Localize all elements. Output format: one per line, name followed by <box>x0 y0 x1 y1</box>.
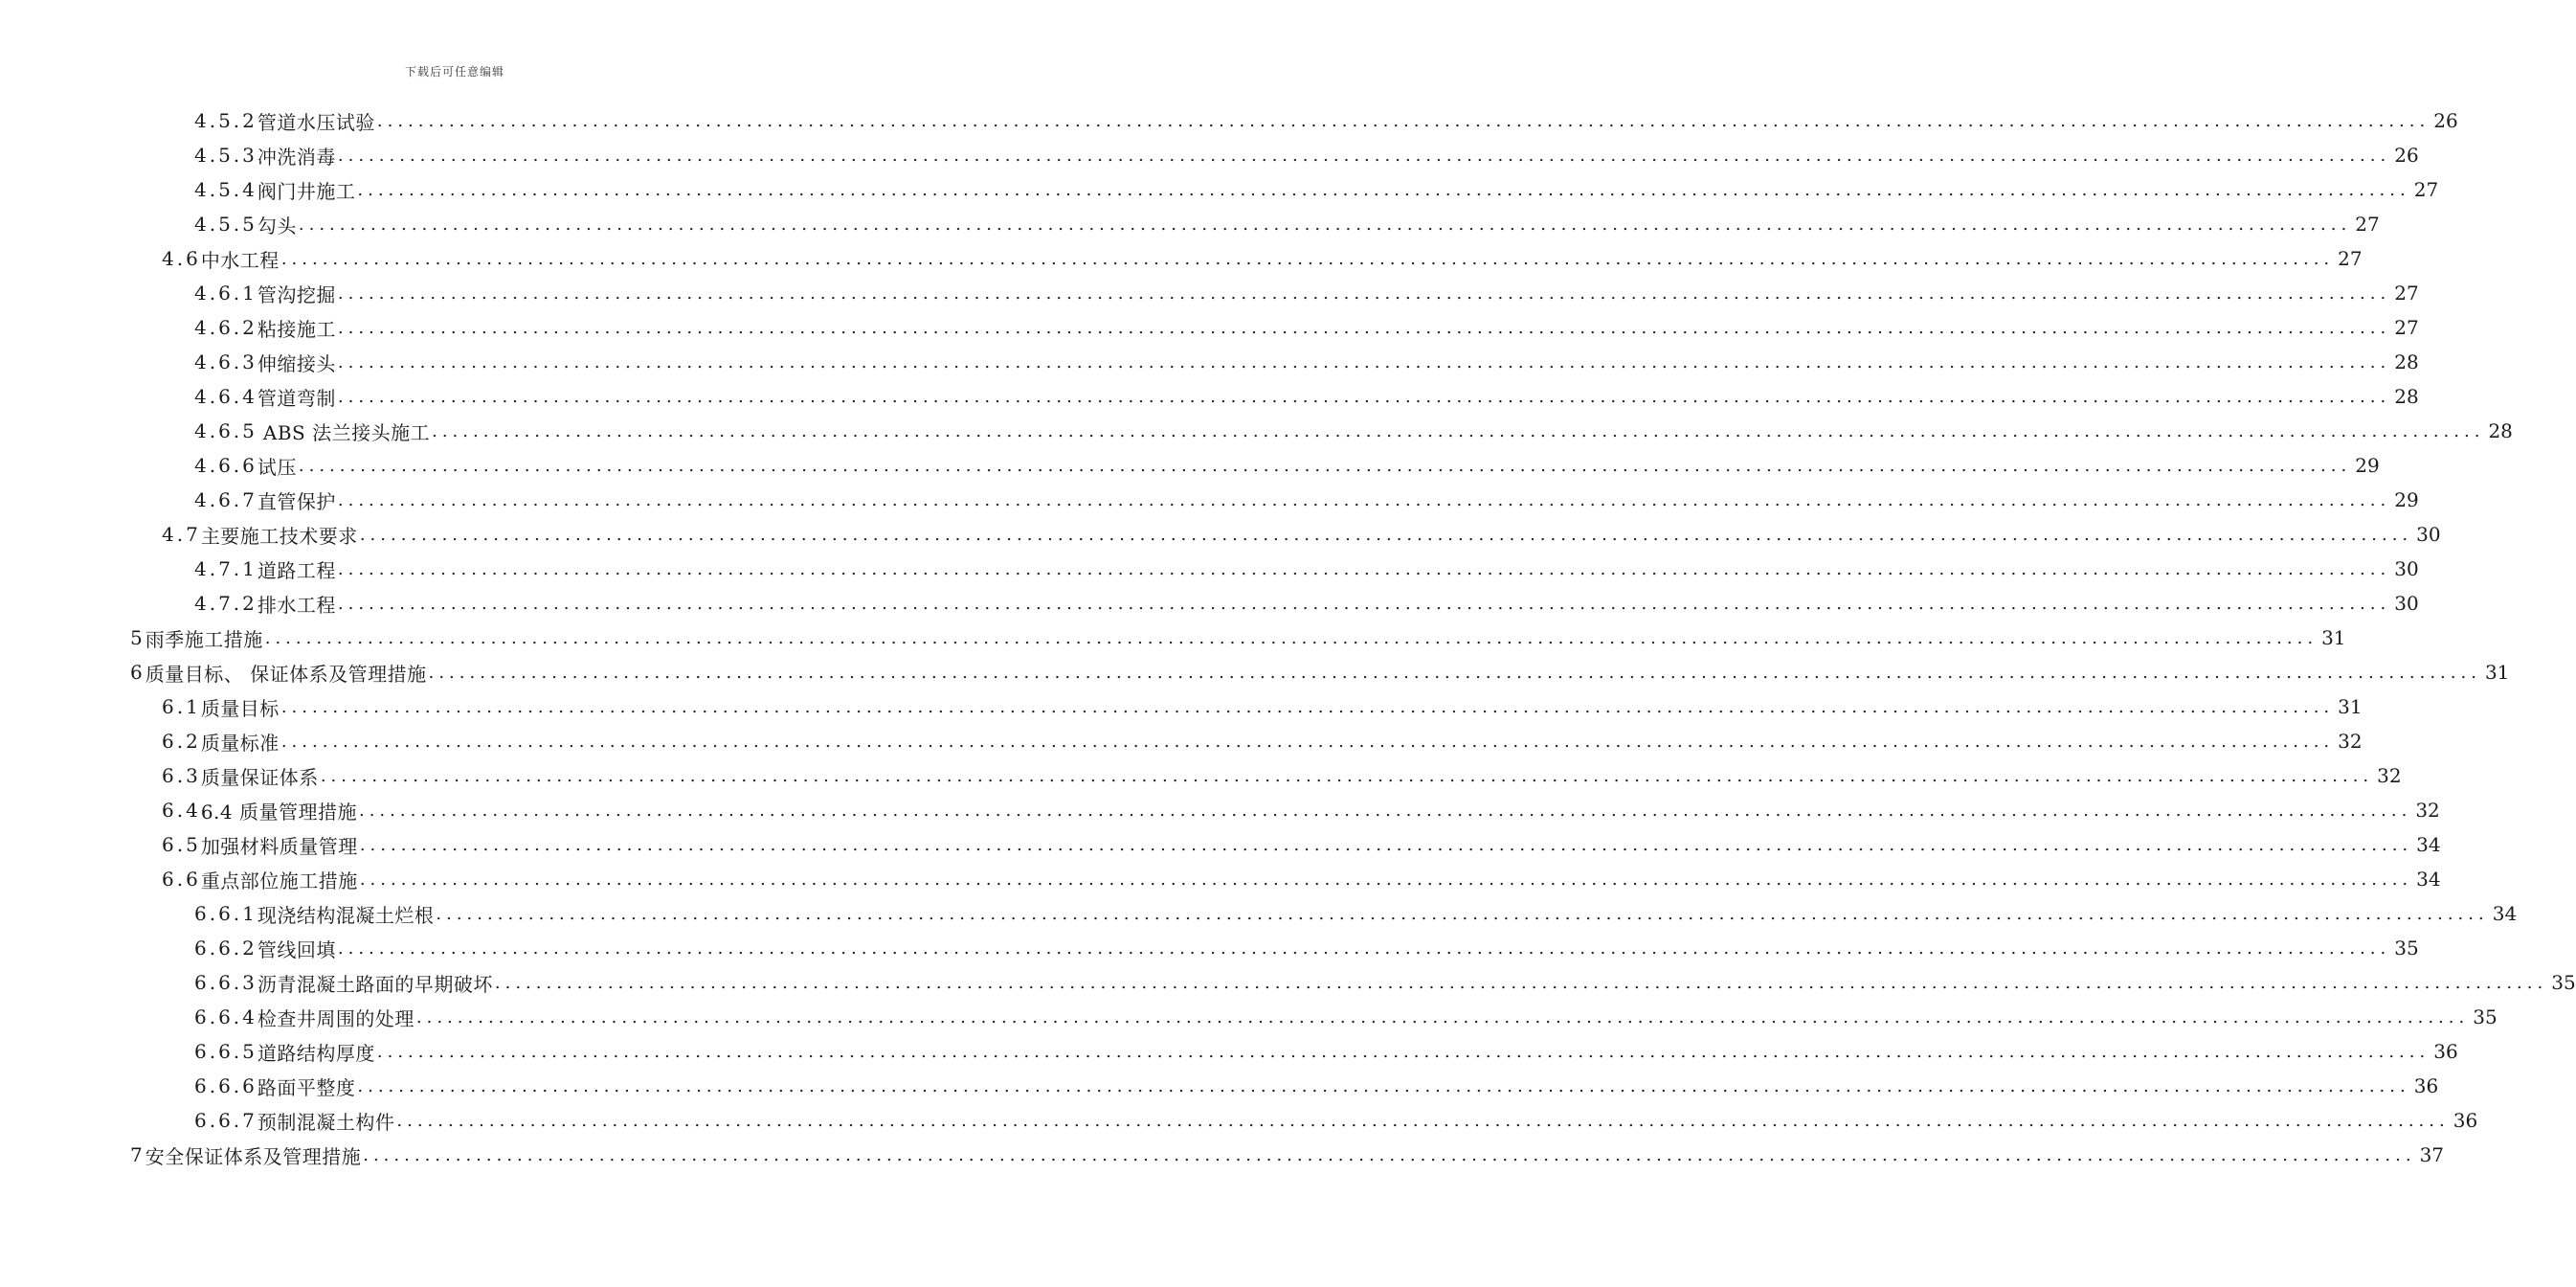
toc-entry-number: 4.6.5 <box>194 419 258 442</box>
toc-dot-leader: ........................................................................................................................................................................................................ <box>357 1075 2410 1096</box>
toc-dot-leader: ........................................................................................................................................................................................................ <box>337 145 2391 166</box>
toc-entry[interactable] <box>0 793 2440 827</box>
toc-entry-title: 阀门井施工 <box>257 179 356 203</box>
toc-entry-number: 6.6.7 <box>194 1109 258 1132</box>
toc-entry-number: 6.6.6 <box>194 1074 258 1097</box>
toc-dot-leader: ........................................................................................................................................................................................................ <box>415 1006 2470 1027</box>
toc-entry-page-number: 27 <box>2394 282 2419 305</box>
toc-entry[interactable] <box>0 483 2419 517</box>
toc-entry-page-number: 34 <box>2416 868 2441 891</box>
toc-entry-page-number: 31 <box>2484 661 2510 684</box>
toc-entry-page-number: 26 <box>2394 144 2419 167</box>
toc-entry[interactable] <box>0 724 2363 758</box>
toc-entry-number: 6.6.1 <box>194 902 258 925</box>
toc-dot-leader: ........................................................................................................................................................................................................ <box>359 869 2413 890</box>
toc-dot-leader: ........................................................................................................................................................................................................ <box>376 1041 2430 1062</box>
toc-entry-title: 管线回填 <box>257 937 336 961</box>
toc-entry-number: 5 <box>130 626 146 649</box>
toc-entry-page-number: 27 <box>2338 247 2363 270</box>
toc-entry-page-number: 32 <box>2377 764 2402 787</box>
toc-entry-title: 质量保证体系 <box>200 765 319 789</box>
toc-entry[interactable] <box>0 379 2419 414</box>
toc-dot-leader: ........................................................................................................................................................................................................ <box>264 627 2318 648</box>
toc-dot-leader: ........................................................................................................................................................................................................ <box>428 662 2481 683</box>
toc-dot-leader: ........................................................................................................................................................................................................ <box>494 972 2548 993</box>
toc-dot-leader: ........................................................................................................................................................................................................ <box>432 420 2485 441</box>
toc-entry-number: 4.5.2 <box>194 109 258 132</box>
toc-dot-leader: ........................................................................................................................................................................................................ <box>337 489 2391 510</box>
toc-entry-number: 6.6.3 <box>194 971 258 994</box>
toc-entry-title: 检查井周围的处理 <box>257 1006 414 1030</box>
toc-entry[interactable] <box>0 414 2513 448</box>
toc-entry-number: 6 <box>130 661 146 684</box>
toc-entry-title: 6.4 质量管理措施 <box>200 800 357 824</box>
toc-entry-page-number: 27 <box>2355 213 2380 236</box>
toc-dot-leader: ........................................................................................................................................................................................................ <box>320 765 2374 786</box>
toc-entry-title: ABS 法兰接头施工 <box>262 420 431 444</box>
toc-dot-leader: ........................................................................................................................................................................................................ <box>359 524 2413 545</box>
toc-dot-leader: ........................................................................................................................................................................................................ <box>396 1110 2450 1131</box>
toc-entry[interactable] <box>0 276 2419 310</box>
toc-entry-title: 试压 <box>257 455 297 479</box>
toc-entry-title: 安全保证体系及管理措施 <box>145 1144 362 1168</box>
toc-entry-title: 管沟挖掘 <box>257 282 336 306</box>
toc-dot-leader: ........................................................................................................................................................................................................ <box>359 834 2413 855</box>
toc-entry-title: 道路结构厚度 <box>257 1041 375 1065</box>
toc-entry-page-number: 35 <box>2473 1005 2498 1028</box>
toc-entry-page-number: 31 <box>2338 695 2363 718</box>
toc-entry-number: 6.6.5 <box>194 1040 258 1063</box>
toc-entry[interactable] <box>0 655 2510 689</box>
toc-entry-title: 排水工程 <box>257 593 336 617</box>
toc-entry-title: 管道水压试验 <box>257 110 375 134</box>
page-header: 下载后可任意编辑 <box>404 65 504 79</box>
toc-entry-page-number: 34 <box>2492 902 2518 925</box>
toc-dot-leader: ........................................................................................................................................................................................................ <box>337 351 2391 373</box>
toc-entry[interactable] <box>0 965 2576 1000</box>
toc-entry-title: 主要施工技术要求 <box>200 524 358 548</box>
toc-entry-page-number: 29 <box>2355 454 2380 477</box>
toc-entry[interactable] <box>0 345 2419 379</box>
toc-entry-number: 6.4 <box>162 799 201 822</box>
toc-entry-page-number: 28 <box>2488 419 2513 442</box>
toc-dot-leader: ........................................................................................................................................................................................................ <box>436 903 2489 924</box>
toc-entry[interactable] <box>0 138 2419 172</box>
toc-entry-page-number: 29 <box>2394 488 2419 511</box>
toc-entry-number: 6.6 <box>162 868 201 891</box>
toc-entry-title: 管道弯制 <box>257 386 336 410</box>
toc-entry-page-number: 36 <box>2413 1074 2439 1097</box>
toc-entry-number: 4.6.6 <box>194 454 258 477</box>
toc-entry-title: 加强材料质量管理 <box>200 834 358 858</box>
toc-entry[interactable] <box>0 758 2402 793</box>
toc-entry-number: 6.5 <box>162 833 201 856</box>
toc-entry-page-number: 31 <box>2321 626 2346 649</box>
toc-entry-number: 6.2 <box>162 730 201 753</box>
toc-entry-page-number: 36 <box>2433 1040 2458 1063</box>
toc-entry-page-number: 32 <box>2415 799 2440 822</box>
toc-dot-leader: ........................................................................................................................................................................................................ <box>280 696 2335 717</box>
toc-entry-page-number: 32 <box>2338 730 2363 753</box>
toc-entry[interactable] <box>0 552 2419 586</box>
toc-entry-number: 4.6.1 <box>194 282 258 305</box>
toc-entry-number: 4.5.4 <box>194 178 258 201</box>
toc-entry-title: 道路工程 <box>257 558 336 582</box>
toc-entry-number: 4.6 <box>162 247 201 270</box>
toc-entry-title: 质量目标 <box>200 696 280 720</box>
toc-dot-leader: ........................................................................................................................................................................................................ <box>298 455 2352 476</box>
toc-entry[interactable] <box>0 1103 2478 1138</box>
toc-entry[interactable] <box>0 310 2419 345</box>
toc-entry-number: 4.6.7 <box>194 488 258 511</box>
toc-entry-page-number: 37 <box>2419 1143 2445 1166</box>
toc-entry-title: 重点部位施工措施 <box>200 869 358 892</box>
toc-dot-leader: ........................................................................................................................................................................................................ <box>337 558 2391 579</box>
toc-entry-page-number: 36 <box>2453 1109 2478 1132</box>
toc-entry-title: 伸缩接头 <box>257 351 336 375</box>
toc-entry-number: 4.5.3 <box>194 144 258 167</box>
toc-entry-number: 4.7.2 <box>194 592 258 615</box>
toc-dot-leader: ........................................................................................................................................................................................................ <box>363 1144 2416 1165</box>
toc-entry-page-number: 30 <box>2394 592 2419 615</box>
toc-entry-page-number: 34 <box>2416 833 2441 856</box>
toc-entry[interactable] <box>0 241 2363 276</box>
toc-entry-title: 质量标准 <box>200 731 280 755</box>
toc-entry-title: 冲洗消毒 <box>257 145 336 169</box>
toc-entry-number: 4.6.2 <box>194 316 258 339</box>
toc-entry[interactable] <box>0 103 2458 138</box>
toc-entry[interactable] <box>0 896 2518 931</box>
toc-dot-leader: ........................................................................................................................................................................................................ <box>376 110 2430 131</box>
toc-entry[interactable] <box>0 621 2346 655</box>
toc-entry-page-number: 30 <box>2394 557 2419 580</box>
toc-entry-page-number: 35 <box>2551 971 2576 994</box>
toc-entry-title: 中水工程 <box>200 248 280 272</box>
toc-dot-leader: ........................................................................................................................................................................................................ <box>357 179 2410 200</box>
toc-entry-page-number: 35 <box>2394 937 2419 960</box>
toc-entry-page-number: 26 <box>2433 109 2458 132</box>
toc-entry-page-number: 27 <box>2413 178 2439 201</box>
toc-entry[interactable] <box>0 1034 2458 1069</box>
toc-entry-number: 7 <box>130 1143 146 1166</box>
toc-dot-leader: ........................................................................................................................................................................................................ <box>337 282 2391 304</box>
toc-entry[interactable] <box>0 172 2439 207</box>
toc-entry[interactable] <box>0 827 2441 862</box>
toc-entry[interactable] <box>0 517 2441 552</box>
toc-entry-title: 直管保护 <box>257 489 336 513</box>
toc-dot-leader: ........................................................................................................................................................................................................ <box>337 593 2391 614</box>
toc-dot-leader: ........................................................................................................................................................................................................ <box>298 214 2352 235</box>
toc-entry-number: 4.7.1 <box>194 557 258 580</box>
toc-entry-page-number: 28 <box>2394 385 2419 408</box>
toc-entry[interactable] <box>0 862 2441 896</box>
table-of-contents <box>0 103 2576 1172</box>
toc-entry-number: 6.6.4 <box>194 1005 258 1028</box>
toc-entry-title: 雨季施工措施 <box>145 627 263 651</box>
toc-entry-number: 4.6.4 <box>194 385 258 408</box>
toc-entry-title: 沥青混凝土路面的早期破坏 <box>257 972 493 996</box>
toc-dot-leader: ........................................................................................................................................................................................................ <box>280 248 2335 269</box>
toc-entry-page-number: 30 <box>2416 523 2441 546</box>
toc-entry[interactable] <box>0 586 2419 621</box>
toc-dot-leader: ........................................................................................................................................................................................................ <box>337 937 2391 959</box>
toc-entry-title: 现浇结构混凝土烂根 <box>257 903 435 927</box>
toc-dot-leader: ........................................................................................................................................................................................................ <box>337 317 2391 338</box>
toc-entry-page-number: 27 <box>2394 316 2419 339</box>
toc-entry-number: 4.7 <box>162 523 201 546</box>
toc-entry-number: 4.6.3 <box>194 350 258 373</box>
toc-entry[interactable] <box>0 931 2419 965</box>
toc-entry[interactable] <box>0 207 2380 241</box>
toc-dot-leader: ........................................................................................................................................................................................................ <box>337 386 2391 407</box>
toc-entry[interactable] <box>0 448 2380 483</box>
toc-entry[interactable] <box>0 689 2363 724</box>
toc-entry-title: 路面平整度 <box>257 1075 356 1099</box>
toc-entry-number: 6.1 <box>162 695 201 718</box>
toc-entry-page-number: 28 <box>2394 350 2419 373</box>
toc-entry-title: 预制混凝土构件 <box>257 1110 395 1134</box>
toc-entry-title: 勾头 <box>257 214 297 237</box>
toc-entry[interactable] <box>0 1000 2498 1034</box>
toc-dot-leader: ........................................................................................................................................................................................................ <box>358 800 2412 821</box>
toc-entry-title: 粘接施工 <box>257 317 336 341</box>
toc-entry[interactable] <box>0 1069 2439 1103</box>
toc-entry-number: 6.3 <box>162 764 201 787</box>
toc-entry[interactable] <box>0 1138 2445 1172</box>
toc-dot-leader: ........................................................................................................................................................................................................ <box>280 731 2335 752</box>
toc-entry-title: 质量目标、 保证体系及管理措施 <box>145 662 427 686</box>
toc-entry-number: 4.5.5 <box>194 213 258 236</box>
toc-entry-number: 6.6.2 <box>194 937 258 960</box>
